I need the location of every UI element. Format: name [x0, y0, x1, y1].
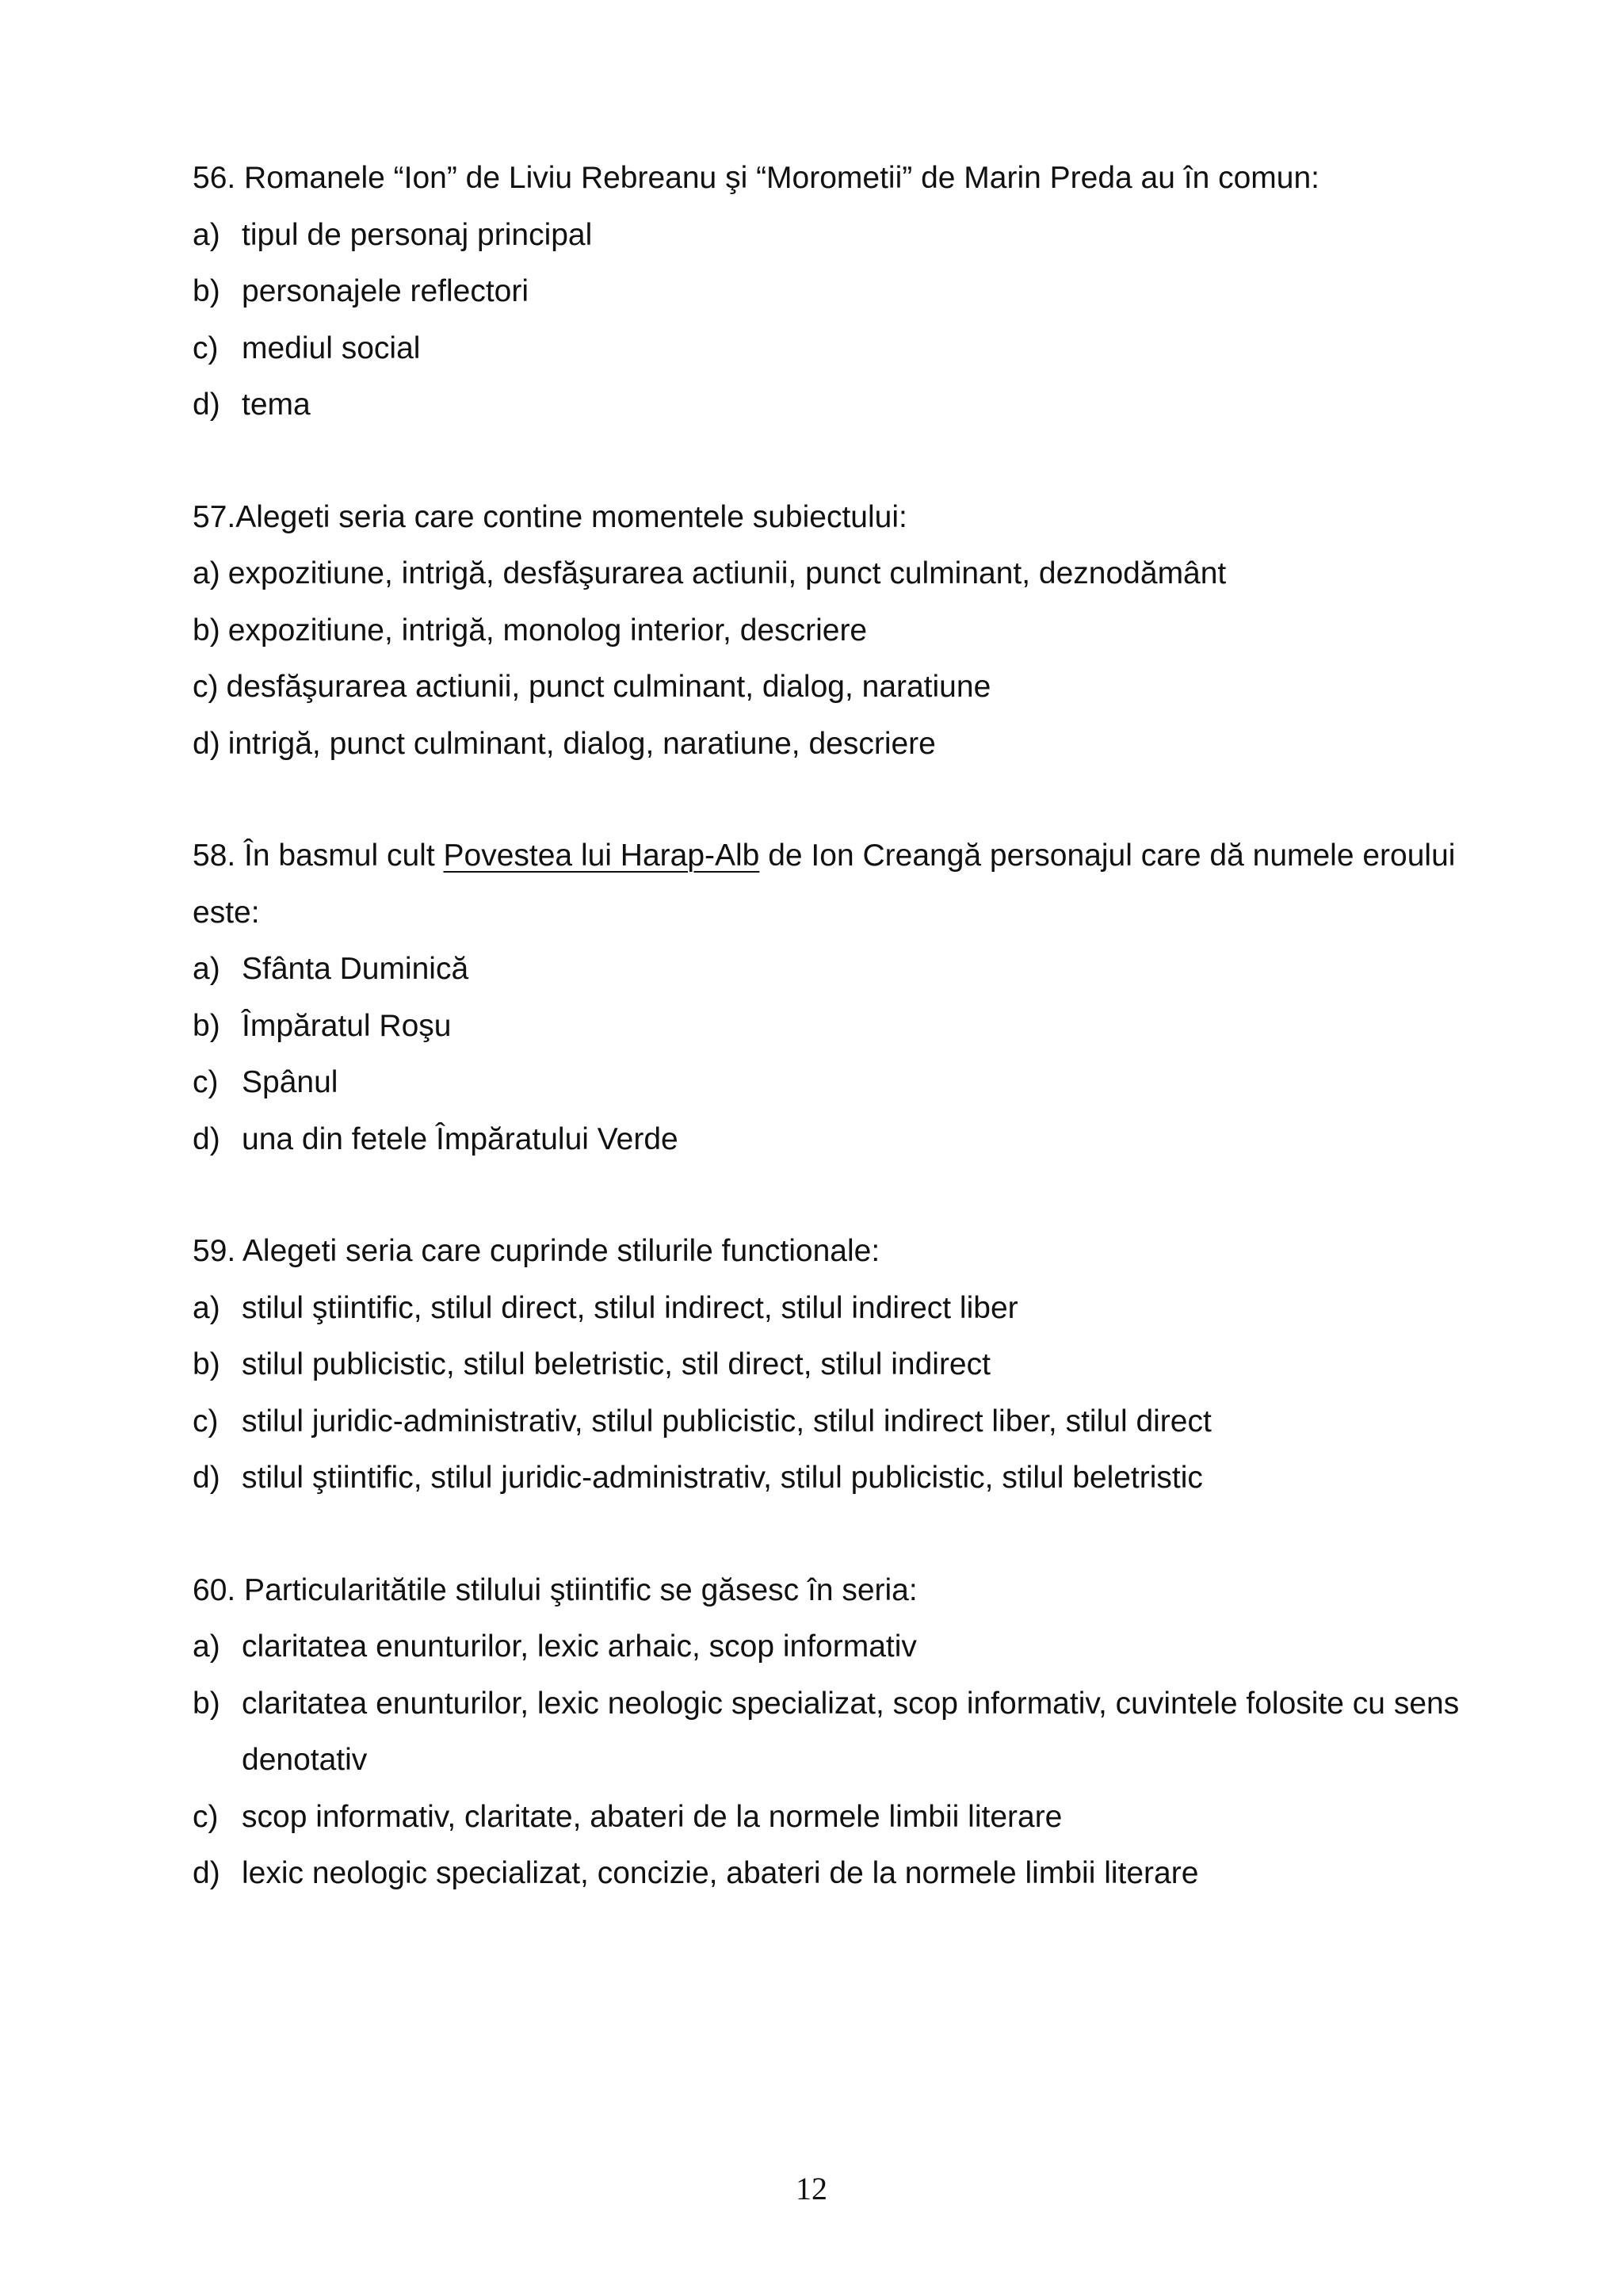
question-59: [193, 1223, 1476, 1507]
option-letter: b): [193, 1686, 220, 1721]
option-letter: d): [193, 1856, 220, 1890]
option-text: stilul publicistic, stilul beletristic, stil direct, stilul indirect: [242, 1347, 991, 1381]
option-letter: c): [193, 670, 219, 704]
questions-container: [193, 150, 1476, 1902]
answer-option: [193, 1618, 1476, 1675]
answer-option: [193, 1111, 1476, 1168]
question-title: 59. Alegeti seria care cuprinde stilurile functionale:: [193, 1234, 880, 1268]
question-title: 56. Romanele “Ion” de Liviu Rebreanu şi “Morometii” de Marin Preda au în comun:: [193, 161, 1320, 195]
answer-option: [193, 1280, 1476, 1337]
question-title: [193, 827, 1476, 941]
option-text: claritatea enunturilor, lexic arhaic, scop informativ: [242, 1629, 917, 1664]
option-letter: c): [193, 1799, 219, 1834]
answer-option: [193, 320, 1476, 377]
underlined-work-title: Povestea lui Harap-Alb: [443, 839, 760, 873]
page-number: 12: [796, 2171, 827, 2206]
option-letter: c): [193, 1065, 219, 1099]
option-text: expozitiune, intrigă, monolog interior, descriere: [227, 613, 868, 648]
option-letter: d): [193, 1121, 220, 1156]
option-letter: b): [193, 1008, 220, 1043]
question-title-end: de Ion Creangă personajul care dă numele eroului este:: [193, 839, 1456, 930]
option-text: claritatea enunturilor, lexic neologic specializat, scop informativ, cuvintele folosite cu sens denotativ: [242, 1686, 1460, 1777]
answer-option: [193, 716, 1476, 773]
answer-option: [193, 1789, 1476, 1846]
question-title: 57.Alegeti seria care contine momentele subiectului:: [193, 499, 907, 534]
question-title: 60. Particularitătile stilului ştiintific se găsesc în seria:: [193, 1572, 918, 1607]
option-letter: d): [193, 1461, 220, 1495]
answer-option: [193, 602, 1476, 659]
option-text: stilul juridic-administrativ, stilul publicistic, stilul indirect liber, stilul direct: [242, 1404, 1212, 1438]
answer-option: [193, 941, 1476, 998]
option-text: Împăratul Roşu: [242, 1008, 452, 1043]
answer-option: [193, 1845, 1476, 1902]
option-letter: d): [193, 726, 220, 761]
answer-option: [193, 1675, 1476, 1789]
option-letter: d): [193, 388, 220, 422]
answer-option: [193, 659, 1476, 716]
question-57: [193, 489, 1476, 773]
answer-option: [193, 1393, 1476, 1450]
option-letter: a): [193, 1629, 220, 1664]
option-text: tipul de personaj principal: [242, 217, 593, 252]
option-text: personajele reflectori: [242, 274, 529, 308]
option-text: Sfânta Duminică: [242, 952, 469, 986]
option-letter: b): [193, 274, 220, 308]
answer-option: [193, 1450, 1476, 1507]
option-text: stilul ştiintific, stilul direct, stilul indirect, stilul indirect liber: [242, 1290, 1018, 1325]
option-letter: a): [193, 556, 220, 590]
option-text: expozitiune, intrigă, desfăşurarea actiunii, punct culminant, deznodământ: [227, 556, 1227, 590]
option-letter: b): [193, 613, 220, 648]
question-title-start: 58. În basmul cult: [193, 839, 444, 873]
option-text: tema: [242, 388, 311, 422]
option-letter: b): [193, 1347, 220, 1381]
option-text: Spânul: [242, 1065, 338, 1099]
option-text: stilul ştiintific, stilul juridic-administrativ, stilul publicistic, stilul beletristic: [242, 1461, 1203, 1495]
option-text: intrigă, punct culminant, dialog, naratiune, descriere: [227, 726, 936, 761]
option-text: una din fetele Împăratului Verde: [242, 1121, 678, 1156]
answer-option: [193, 545, 1476, 602]
question-60: [193, 1562, 1476, 1902]
option-letter: a): [193, 217, 220, 252]
answer-option: [193, 998, 1476, 1055]
option-text: desfăşurarea actiunii, punct culminant, dialog, naratiune: [226, 670, 991, 704]
option-text: lexic neologic specializat, concizie, abateri de la normele limbii literare: [242, 1856, 1199, 1890]
option-letter: c): [193, 1404, 219, 1438]
option-letter: a): [193, 952, 220, 986]
answer-option: [193, 1336, 1476, 1393]
option-text: scop informativ, claritate, abateri de la normele limbii literare: [242, 1799, 1063, 1834]
option-letter: a): [193, 1290, 220, 1325]
question-56: [193, 150, 1476, 434]
answer-option: [193, 207, 1476, 264]
option-letter: c): [193, 330, 219, 365]
answer-option: [193, 376, 1476, 434]
answer-option: [193, 1054, 1476, 1111]
answer-option: [193, 263, 1476, 320]
question-58: [193, 827, 1476, 1167]
option-text: mediul social: [242, 330, 421, 365]
